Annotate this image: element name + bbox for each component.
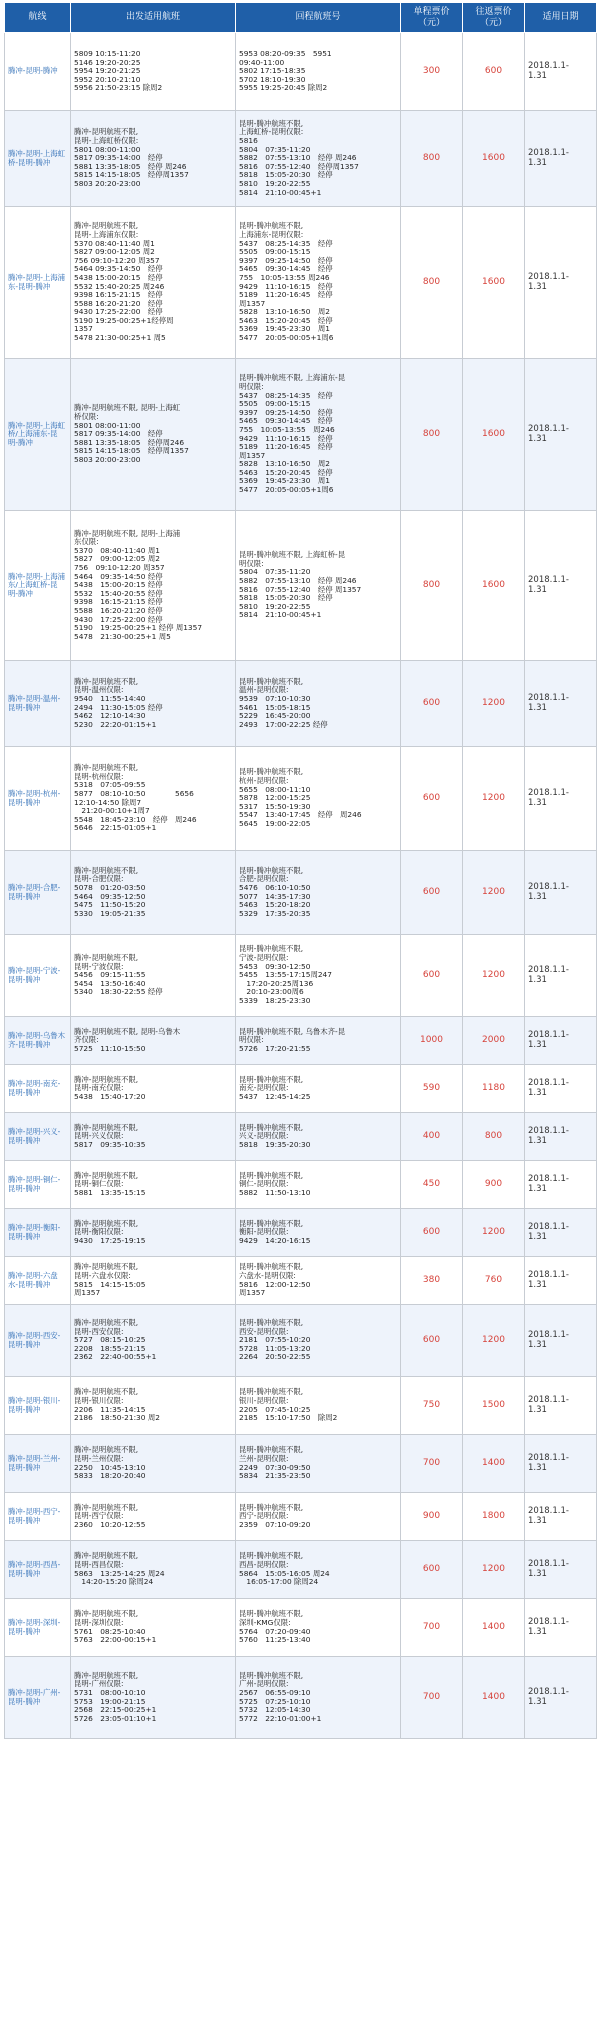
date-cell: 2018.1.1- 1.31 bbox=[525, 1161, 597, 1209]
one-way-price-cell: 750 bbox=[401, 1377, 463, 1435]
return-flights-cell: 昆明-腾冲航班不限, 温州-昆明仅限: 9539 07:10-10:30 5461 15:05-18:15 5229 16:45-20:00 2493 17:00-22:25 经停 bbox=[236, 661, 401, 747]
round-trip-price-cell: 1600 bbox=[463, 359, 525, 511]
table-row bbox=[5, 1209, 597, 1257]
date-cell: 2018.1.1- 1.31 bbox=[525, 1435, 597, 1493]
round-trip-price-cell: 1400 bbox=[463, 1657, 525, 1739]
depart-flights-cell: 腾冲-昆明航班不限, 昆明-广州仅限: 5731 08:00-10:10 5753 19:00-21:15 2568 22:15-00:25+1 5726 23:05-01:10+1 bbox=[71, 1657, 236, 1739]
table-row bbox=[5, 1305, 597, 1377]
date-cell: 2018.1.1- 1.31 bbox=[525, 935, 597, 1017]
one-way-price-cell: 600 bbox=[401, 1541, 463, 1599]
depart-flights-cell: 腾冲-昆明航班不限, 昆明-南充仅限: 5438 15:40-17:20 bbox=[71, 1065, 236, 1113]
round-trip-price-cell: 1600 bbox=[463, 511, 525, 661]
route-cell: 腾冲-昆明-杭州-昆明-腾冲 bbox=[5, 747, 71, 851]
round-trip-price-cell: 1800 bbox=[463, 1493, 525, 1541]
route-cell: 腾冲-昆明-乌鲁木齐-昆明-腾冲 bbox=[5, 1017, 71, 1065]
one-way-price-cell: 600 bbox=[401, 851, 463, 935]
depart-flights-cell: 腾冲-昆明航班不限, 昆明-上海虹 桥仅限: 5801 08:00-11:00 5817 09:35-14:00 经停 5881 13:35-18:05 经停周246 5815 14:15-18:05 经停周1357 5803 20:00-23:00 bbox=[71, 359, 236, 511]
route-cell: 腾冲-昆明-六盘水-昆明-腾冲 bbox=[5, 1257, 71, 1305]
route-cell: 腾冲-昆明-南充-昆明-腾冲 bbox=[5, 1065, 71, 1113]
return-flights-cell: 昆明-腾冲航班不限, 衡阳-昆明仅限: 9429 14:20-16:15 bbox=[236, 1209, 401, 1257]
depart-flights-cell: 腾冲-昆明航班不限, 昆明-西宁仅限: 2360 10:20-12:55 bbox=[71, 1493, 236, 1541]
round-trip-price-cell: 2000 bbox=[463, 1017, 525, 1065]
return-flights-cell: 昆明-腾冲航班不限, 铜仁-昆明仅限: 5882 11:50-13:10 bbox=[236, 1161, 401, 1209]
table-row bbox=[5, 747, 597, 851]
table-row bbox=[5, 661, 597, 747]
header-date: 适用日期 bbox=[525, 3, 597, 33]
depart-flights-cell: 腾冲-昆明航班不限, 昆明-六盘水仅限: 5815 14:15-15:05 周1357 bbox=[71, 1257, 236, 1305]
return-flights-cell: 昆明-腾冲航班不限, 西安-昆明仅限: 2181 07:55-10:20 5728 11:05-13:20 2264 20:50-22:55 bbox=[236, 1305, 401, 1377]
one-way-price-cell: 1000 bbox=[401, 1017, 463, 1065]
date-cell: 2018.1.1- 1.31 bbox=[525, 207, 597, 359]
route-cell: 腾冲-昆明-西安-昆明-腾冲 bbox=[5, 1305, 71, 1377]
table-header-row bbox=[5, 3, 597, 33]
one-way-price-cell: 400 bbox=[401, 1113, 463, 1161]
round-trip-price-cell: 800 bbox=[463, 1113, 525, 1161]
depart-flights-cell: 腾冲-昆明航班不限, 昆明-西昌仅限: 5863 13:25-14:25 周24 14:20-15:20 除周24 bbox=[71, 1541, 236, 1599]
return-flights-cell: 昆明-腾冲航班不限, 乌鲁木齐-昆 明仅限: 5726 17:20-21:55 bbox=[236, 1017, 401, 1065]
round-trip-price-cell: 1200 bbox=[463, 1541, 525, 1599]
table-row bbox=[5, 1435, 597, 1493]
return-flights-cell: 昆明-腾冲航班不限, 南充-昆明仅限: 5437 12:45-14:25 bbox=[236, 1065, 401, 1113]
table-row bbox=[5, 1493, 597, 1541]
one-way-price-cell: 800 bbox=[401, 207, 463, 359]
date-cell: 2018.1.1- 1.31 bbox=[525, 1017, 597, 1065]
route-cell: 腾冲-昆明-兴义-昆明-腾冲 bbox=[5, 1113, 71, 1161]
table-row bbox=[5, 1113, 597, 1161]
route-cell: 腾冲-昆明-上海浦东-昆明-腾冲 bbox=[5, 207, 71, 359]
table-row bbox=[5, 359, 597, 511]
header-one-way: 单程票价（元） bbox=[401, 3, 463, 33]
return-flights-cell: 昆明-腾冲航班不限, 宁波-昆明仅限: 5453 09:30-12:50 5455 13:55-17:15周247 17:20-20:25周136 20:10-23:00周6 5339 18:25-23:30 bbox=[236, 935, 401, 1017]
depart-flights-cell: 腾冲-昆明航班不限, 昆明-温州仅限: 9540 11:55-14:40 2494 11:30-15:05 经停 5462 12:10-14:30 5230 22:20-01:15+1 bbox=[71, 661, 236, 747]
table-row bbox=[5, 1599, 597, 1657]
date-cell: 2018.1.1- 1.31 bbox=[525, 1257, 597, 1305]
route-cell: 腾冲-昆明-西宁-昆明-腾冲 bbox=[5, 1493, 71, 1541]
return-flights-cell: 昆明-腾冲航班不限, 上海虹桥-昆 明仅限: 5804 07:35-11:20 5882 07:55-13:10 经停 周246 5816 07:55-12:40 经停 周1357 5818 15:05-20:30 经停 5810 19:20-22:55 5814 21:10-00:45+1 bbox=[236, 511, 401, 661]
route-cell: 腾冲-昆明-合肥-昆明-腾冲 bbox=[5, 851, 71, 935]
table-row bbox=[5, 111, 597, 207]
date-cell: 2018.1.1- 1.31 bbox=[525, 851, 597, 935]
date-cell: 2018.1.1- 1.31 bbox=[525, 511, 597, 661]
route-cell: 腾冲-昆明-温州-昆明-腾冲 bbox=[5, 661, 71, 747]
route-cell: 腾冲-昆明-银川-昆明-腾冲 bbox=[5, 1377, 71, 1435]
depart-flights-cell: 腾冲-昆明航班不限, 昆明-兴义仅限: 5817 09:35-10:35 bbox=[71, 1113, 236, 1161]
round-trip-price-cell: 600 bbox=[463, 33, 525, 111]
one-way-price-cell: 800 bbox=[401, 111, 463, 207]
depart-flights-cell: 腾冲-昆明航班不限, 昆明-深圳仅限: 5761 08:25-10:40 5763 22:00-00:15+1 bbox=[71, 1599, 236, 1657]
route-cell: 腾冲-昆明-兰州-昆明-腾冲 bbox=[5, 1435, 71, 1493]
route-cell: 腾冲-昆明-上海浦东/上海虹桥-昆明-腾冲 bbox=[5, 511, 71, 661]
one-way-price-cell: 600 bbox=[401, 1305, 463, 1377]
depart-flights-cell: 腾冲-昆明航班不限, 昆明-铜仁仅限: 5881 13:35-15:15 bbox=[71, 1161, 236, 1209]
depart-flights-cell: 腾冲-昆明航班不限, 昆明-银川仅限: 2206 11:35-14:15 2186 18:50-21:30 周2 bbox=[71, 1377, 236, 1435]
one-way-price-cell: 600 bbox=[401, 747, 463, 851]
return-flights-cell: 昆明-腾冲航班不限, 广州-昆明仅限: 2567 06:55-09:10 5725 07:25-10:10 5732 12:05-14:30 5772 22:10-01:00+1 bbox=[236, 1657, 401, 1739]
return-flights-cell: 昆明-腾冲航班不限, 银川-昆明仅限: 2205 07:45-10:25 2185 15:10-17:50 除周2 bbox=[236, 1377, 401, 1435]
round-trip-price-cell: 760 bbox=[463, 1257, 525, 1305]
round-trip-price-cell: 1200 bbox=[463, 661, 525, 747]
table-row bbox=[5, 1657, 597, 1739]
header-depart: 出发适用航班 bbox=[71, 3, 236, 33]
date-cell: 2018.1.1- 1.31 bbox=[525, 33, 597, 111]
date-cell: 2018.1.1- 1.31 bbox=[525, 661, 597, 747]
date-cell: 2018.1.1- 1.31 bbox=[525, 1113, 597, 1161]
return-flights-cell: 昆明-腾冲航班不限, 上海浦东-昆明仅限: 5437 08:25-14:35 经停 5505 09:00-15:15 9397 09:25-14:50 经停 5465 09:30-14:45 经停 755 10:05-13:55 周246 9429 11:10-16:15 经停 5189 11:20-16:45 经停 周1357 5828 13:10-16:50 周2 5463 15:20-20:45 经停 5369 19:45-23:30 周1 5477 20:05-00:05+1周6 bbox=[236, 207, 401, 359]
fare-table-container bbox=[4, 2, 596, 1739]
one-way-price-cell: 700 bbox=[401, 1657, 463, 1739]
route-cell: 腾冲-昆明-深圳-昆明-腾冲 bbox=[5, 1599, 71, 1657]
round-trip-price-cell: 1600 bbox=[463, 207, 525, 359]
round-trip-price-cell: 1200 bbox=[463, 935, 525, 1017]
round-trip-price-cell: 1200 bbox=[463, 851, 525, 935]
depart-flights-cell: 腾冲-昆明航班不限, 昆明-衡阳仅限: 9430 17:25-19:15 bbox=[71, 1209, 236, 1257]
round-trip-price-cell: 1200 bbox=[463, 1305, 525, 1377]
one-way-price-cell: 700 bbox=[401, 1599, 463, 1657]
return-flights-cell: 昆明-腾冲航班不限, 西宁-昆明仅限: 2359 07:10-09:20 bbox=[236, 1493, 401, 1541]
depart-flights-cell: 腾冲-昆明航班不限, 昆明-上海浦 东仅限: 5370 08:40-11:40 周1 5827 09:00-12:05 周2 756 09:10-12:20 周357 5464 09:35-14:50 经停 5438 15:00-20:15 经停 5532 15:40-20:55 经停 9398 16:15-21:15 经停 5588 16:20-21:20 经停 9430 17:25-22:00 经停 5190 19:25-00:25+1 经停 周1357 5478 21:30-00:25+1 周5 bbox=[71, 511, 236, 661]
route-cell: 腾冲-昆明-宁波-昆明-腾冲 bbox=[5, 935, 71, 1017]
return-flights-cell: 5953 08:20-09:35 5951 09:40-11:00 5802 17:15-18:35 5702 18:10-19:30 5955 19:25-20:45 除周2 bbox=[236, 33, 401, 111]
table-row bbox=[5, 207, 597, 359]
table-row bbox=[5, 33, 597, 111]
route-cell: 腾冲-昆明-广州-昆明-腾冲 bbox=[5, 1657, 71, 1739]
date-cell: 2018.1.1- 1.31 bbox=[525, 1377, 597, 1435]
return-flights-cell: 昆明-腾冲航班不限, 深圳-KMG仅限: 5764 07:20-09:40 5760 11:25-13:40 bbox=[236, 1599, 401, 1657]
header-round-trip: 往返票价（元） bbox=[463, 3, 525, 33]
table-row bbox=[5, 1161, 597, 1209]
route-cell: 腾冲-昆明-上海虹桥/上海浦东-昆明-腾冲 bbox=[5, 359, 71, 511]
return-flights-cell: 昆明-腾冲航班不限, 兰州-昆明仅限: 2249 07:30-09:50 5834 21:35-23:50 bbox=[236, 1435, 401, 1493]
round-trip-price-cell: 1200 bbox=[463, 747, 525, 851]
round-trip-price-cell: 1180 bbox=[463, 1065, 525, 1113]
date-cell: 2018.1.1- 1.31 bbox=[525, 747, 597, 851]
round-trip-price-cell: 1400 bbox=[463, 1435, 525, 1493]
table-row bbox=[5, 935, 597, 1017]
return-flights-cell: 昆明-腾冲航班不限, 上海浦东-昆 明仅限: 5437 08:25-14:35 经停 5505 09:00-15:15 9397 09:25-14:50 经停 5465 09:30-14:45 经停 755 10:05-13:55 周246 9429 11:10-16:15 经停 5189 11:20-16:45 经停 周1357 5828 13:10-16:50 周2 5463 15:20-20:45 经停 5369 19:45-23:30 周1 5477 20:05-00:05+1周6 bbox=[236, 359, 401, 511]
date-cell: 2018.1.1- 1.31 bbox=[525, 1657, 597, 1739]
one-way-price-cell: 800 bbox=[401, 511, 463, 661]
table-row bbox=[5, 511, 597, 661]
header-route: 航线 bbox=[5, 3, 71, 33]
one-way-price-cell: 450 bbox=[401, 1161, 463, 1209]
date-cell: 2018.1.1- 1.31 bbox=[525, 1065, 597, 1113]
return-flights-cell: 昆明-腾冲航班不限, 兴义-昆明仅限: 5818 19:35-20:30 bbox=[236, 1113, 401, 1161]
one-way-price-cell: 700 bbox=[401, 1435, 463, 1493]
route-cell: 腾冲-昆明-西昌-昆明-腾冲 bbox=[5, 1541, 71, 1599]
one-way-price-cell: 600 bbox=[401, 1209, 463, 1257]
route-cell: 腾冲-昆明-衡阳-昆明-腾冲 bbox=[5, 1209, 71, 1257]
date-cell: 2018.1.1- 1.31 bbox=[525, 359, 597, 511]
depart-flights-cell: 5809 10:15-11:20 5146 19:20-20:25 5954 19:20-21:25 5952 20:10-21:10 5956 21:50-23:15 除周2 bbox=[71, 33, 236, 111]
date-cell: 2018.1.1- 1.31 bbox=[525, 1305, 597, 1377]
date-cell: 2018.1.1- 1.31 bbox=[525, 111, 597, 207]
round-trip-price-cell: 1500 bbox=[463, 1377, 525, 1435]
route-cell: 腾冲-昆明-腾冲 bbox=[5, 33, 71, 111]
date-cell: 2018.1.1- 1.31 bbox=[525, 1209, 597, 1257]
round-trip-price-cell: 900 bbox=[463, 1161, 525, 1209]
table-row bbox=[5, 1017, 597, 1065]
one-way-price-cell: 380 bbox=[401, 1257, 463, 1305]
depart-flights-cell: 腾冲-昆明航班不限, 昆明-乌鲁木 齐仅限: 5725 11:10-15:50 bbox=[71, 1017, 236, 1065]
one-way-price-cell: 590 bbox=[401, 1065, 463, 1113]
route-cell: 腾冲-昆明-铜仁-昆明-腾冲 bbox=[5, 1161, 71, 1209]
depart-flights-cell: 腾冲-昆明航班不限, 昆明-上海虹桥仅限: 5801 08:00-11:00 5817 09:35-14:00 经停 5881 13:35-18:05 经停 周246 5815 14:15-18:05 经停周1357 5803 20:20-23:00 bbox=[71, 111, 236, 207]
table-row bbox=[5, 1065, 597, 1113]
return-flights-cell: 昆明-腾冲航班不限, 杭州-昆明仅限: 5655 08:00-11:10 5878 12:00-15:25 5317 15:50-19:30 5547 13:40-17:45 经停 周246 5645 19:00-22:05 bbox=[236, 747, 401, 851]
round-trip-price-cell: 1600 bbox=[463, 111, 525, 207]
return-flights-cell: 昆明-腾冲航班不限, 六盘水-昆明仅限: 5816 12:00-12:50 周1357 bbox=[236, 1257, 401, 1305]
round-trip-price-cell: 1400 bbox=[463, 1599, 525, 1657]
one-way-price-cell: 600 bbox=[401, 935, 463, 1017]
return-flights-cell: 昆明-腾冲航班不限, 合肥-昆明仅限: 5476 06:10-10:50 5077 14:35-17:30 5463 15:20-18:20 5329 17:35-20:35 bbox=[236, 851, 401, 935]
table-row bbox=[5, 851, 597, 935]
one-way-price-cell: 800 bbox=[401, 359, 463, 511]
route-cell: 腾冲-昆明-上海虹桥-昆明-腾冲 bbox=[5, 111, 71, 207]
one-way-price-cell: 300 bbox=[401, 33, 463, 111]
date-cell: 2018.1.1- 1.31 bbox=[525, 1541, 597, 1599]
header-return: 回程航班号 bbox=[236, 3, 401, 33]
one-way-price-cell: 900 bbox=[401, 1493, 463, 1541]
depart-flights-cell: 腾冲-昆明航班不限, 昆明-西安仅限: 5727 08:15-10:25 2208 18:55-21:15 2362 22:40-00:55+1 bbox=[71, 1305, 236, 1377]
table-row bbox=[5, 1377, 597, 1435]
round-trip-price-cell: 1200 bbox=[463, 1209, 525, 1257]
date-cell: 2018.1.1- 1.31 bbox=[525, 1493, 597, 1541]
depart-flights-cell: 腾冲-昆明航班不限, 昆明-合肥仅限: 5078 01:20-03:50 5464 09:35-12:50 5475 11:50-15:20 5330 19:05-21:35 bbox=[71, 851, 236, 935]
fare-table bbox=[4, 2, 597, 1739]
depart-flights-cell: 腾冲-昆明航班不限, 昆明-兰州仅限: 2250 10:45-13:10 5833 18:20-20:40 bbox=[71, 1435, 236, 1493]
table-row bbox=[5, 1541, 597, 1599]
depart-flights-cell: 腾冲-昆明航班不限, 昆明-宁波仅限: 5456 09:15-11:55 5454 13:50-16:40 5340 18:30-22:55 经停 bbox=[71, 935, 236, 1017]
one-way-price-cell: 600 bbox=[401, 661, 463, 747]
return-flights-cell: 昆明-腾冲航班不限, 上海虹桥-昆明仅限: 5816 5804 07:35-11:20 5882 07:55-13:10 经停 周246 5816 07:55-12:40 经停周1357 5818 15:05-20:30 经停 5810 19:20-22:55 5814 21:10-00:45+1 bbox=[236, 111, 401, 207]
depart-flights-cell: 腾冲-昆明航班不限, 昆明-杭州仅限: 5318 07:05-09:55 5877 08:10-10:50 5656 12:10-14:50 除周7 21:20-00:10+1周7 5548 18:45-23:10 经停 周246 5646 22:15-01:05+1 bbox=[71, 747, 236, 851]
table-row bbox=[5, 1257, 597, 1305]
date-cell: 2018.1.1- 1.31 bbox=[525, 1599, 597, 1657]
return-flights-cell: 昆明-腾冲航班不限, 西昌-昆明仅限: 5864 15:05-16:05 周24 16:05-17:00 除周24 bbox=[236, 1541, 401, 1599]
depart-flights-cell: 腾冲-昆明航班不限, 昆明-上海浦东仅限: 5370 08:40-11:40 周1 5827 09:00-12:05 周2 756 09:10-12:20 周357 5464 09:35-14:50 经停 5438 15:00-20:15 经停 5532 15:40-20:25 周246 9398 16:15-21:15 经停 5588 16:20-21:20 经停 9430 17:25-22:00 经停 5190 19:25-00:25+1经停周 1357 5478 21:30-00:25+1 周5 bbox=[71, 207, 236, 359]
